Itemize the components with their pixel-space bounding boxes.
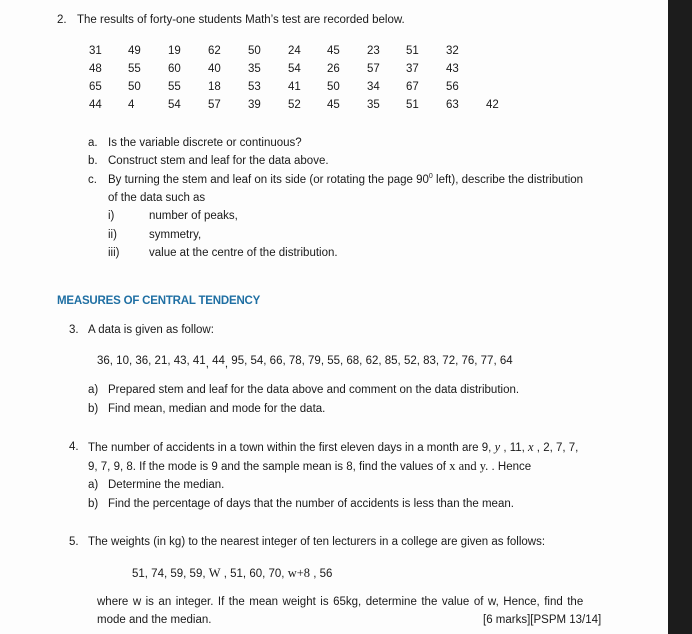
q2-number: 2.: [57, 14, 67, 26]
q5-text: The weights (in kg) to the nearest integer of ten lecturers in a college are given as follows:: [88, 536, 546, 548]
table-cell: 19: [168, 45, 181, 57]
table-cell: 44: [89, 99, 102, 111]
table-cell: 50: [327, 81, 340, 93]
q2-subpart-ii-text: symmetry,: [149, 229, 202, 241]
table-cell: 18: [208, 81, 221, 93]
q4-line1-text: , 11,: [500, 442, 529, 454]
table-cell: 65: [89, 81, 102, 93]
q2-subpart-iii-label: iii): [108, 247, 120, 259]
table-cell: 51: [406, 45, 419, 57]
q2-subpart-i-label: i): [108, 210, 115, 222]
table-cell: 54: [288, 63, 301, 75]
q2-part-a-text: Is the variable discrete or continuous?: [108, 137, 302, 149]
table-cell: 49: [128, 45, 141, 57]
table-cell: 26: [327, 63, 340, 75]
q3-text: A data is given as follow:: [88, 324, 214, 336]
variable-y: y: [494, 440, 501, 454]
table-cell: 43: [446, 63, 459, 75]
q2-part-a-label: a.: [88, 137, 98, 149]
q5-data-part: 51, 74, 59, 59,: [132, 568, 209, 580]
table-cell: 54: [168, 99, 181, 111]
table-cell: 37: [406, 63, 419, 75]
q2-subpart-iii-text: value at the centre of the distribution.: [149, 247, 338, 259]
q2-part-c-text-after: left), describe the distribution: [432, 174, 584, 186]
table-cell: 56: [446, 81, 459, 93]
table-cell: 32: [446, 45, 459, 57]
q3-data-part1: 36, 10, 36, 21, 43, 41: [97, 355, 206, 367]
q4-line1-text: The number of accidents in a town within the first eleven days in a month are 9,: [88, 442, 495, 454]
q5-data-part: , 56: [310, 568, 333, 580]
table-cell: 50: [128, 81, 141, 93]
q3-number: 3.: [69, 324, 79, 336]
q4-part-a-text: Determine the median.: [108, 479, 225, 491]
low-comma: ,: [224, 358, 229, 370]
q2-part-c-text-before: By turning the stem and leaf on its side (or rotating the page 90: [108, 174, 429, 186]
q5-line2: mode and the median.: [97, 614, 212, 626]
q3-part-a-text: Prepared stem and leaf for the data above and comment on the data distribution.: [108, 384, 520, 396]
q5-number: 5.: [69, 536, 79, 548]
q2-part-c-text: [108, 173, 583, 187]
table-cell: 55: [168, 81, 181, 93]
table-cell: 45: [327, 99, 340, 111]
table-cell: 53: [248, 81, 261, 93]
q4-part-b-label: b): [88, 498, 99, 510]
q3-data-part2: 44: [208, 355, 225, 367]
q4-part-a-label: a): [88, 479, 99, 491]
q3-data-values: [97, 354, 513, 368]
variable-x: x: [528, 440, 534, 454]
table-cell: 34: [367, 81, 380, 93]
q3-data-part3: 95, 54, 66, 78, 79, 55, 68, 62, 85, 52, 83, 72, 76, 77, 64: [228, 355, 513, 367]
table-cell: 57: [367, 63, 380, 75]
table-cell: 51: [406, 99, 419, 111]
q3-part-b-text: Find mean, median and mode for the data.: [108, 403, 326, 415]
table-cell: 31: [89, 45, 102, 57]
q4-number: 4.: [69, 441, 79, 453]
variables-x-and-y: x and y.: [449, 459, 489, 473]
low-comma: ,: [205, 358, 209, 370]
q4-line2-text: 9, 7, 9, 8. If the mode is 9 and the sample mean is 8, find the values of: [88, 461, 450, 473]
q4-line2-text: . Hence: [488, 461, 532, 473]
q4-part-b-text: Find the percentage of days that the number of accidents is less than the mean.: [108, 498, 514, 510]
table-cell: 55: [128, 63, 141, 75]
q5-line1: where w is an integer. If the mean weight is 65kg, determine the value of w, Hence, find the: [97, 596, 584, 608]
table-cell: 4: [128, 99, 135, 111]
table-cell: 63: [446, 99, 459, 111]
q2-subpart-ii-label: ii): [108, 229, 117, 241]
table-cell: 67: [406, 81, 419, 93]
variable-w-plus-8: w+8: [287, 566, 311, 580]
table-cell: 23: [367, 45, 380, 57]
q5-data-part: , 51, 60, 70,: [220, 568, 288, 580]
q2-part-b-label: b.: [88, 155, 98, 167]
table-cell: 60: [168, 63, 181, 75]
table-cell: 39: [248, 99, 261, 111]
table-cell: 57: [208, 99, 221, 111]
table-cell: 41: [288, 81, 301, 93]
table-cell: 35: [248, 63, 261, 75]
degree-superscript: 0: [428, 173, 433, 180]
side-scrollbar-area: [668, 0, 692, 634]
q5-data-values: [132, 566, 332, 581]
table-cell: 40: [208, 63, 221, 75]
q2-part-c-label: c.: [88, 174, 97, 186]
table-cell: 52: [288, 99, 301, 111]
q3-part-a-label: a): [88, 384, 99, 396]
q2-part-b-text: Construct stem and leaf for the data above.: [108, 155, 329, 167]
q2-subpart-i-text: number of peaks,: [149, 210, 238, 222]
q3-part-b-label: b): [88, 403, 99, 415]
q4-line1-text: , 2, 7, 7,: [533, 442, 579, 454]
table-cell: 42: [486, 99, 499, 111]
section-heading: MEASURES OF CENTRAL TENDENCY: [57, 295, 261, 307]
table-cell: 24: [288, 45, 301, 57]
q4-line2: [88, 459, 531, 474]
q5-marks: [6 marks][PSPM 13/14]: [483, 614, 602, 626]
table-cell: 62: [208, 45, 221, 57]
q4-line1: [88, 440, 578, 455]
table-cell: 48: [89, 63, 102, 75]
table-cell: 50: [248, 45, 261, 57]
table-cell: 45: [327, 45, 340, 57]
variable-w: W: [208, 566, 221, 580]
q2-text: The results of forty-one students Math’s test are recorded below.: [77, 14, 405, 26]
table-cell: 35: [367, 99, 380, 111]
q2-part-c-text-line2: of the data such as: [108, 192, 206, 204]
